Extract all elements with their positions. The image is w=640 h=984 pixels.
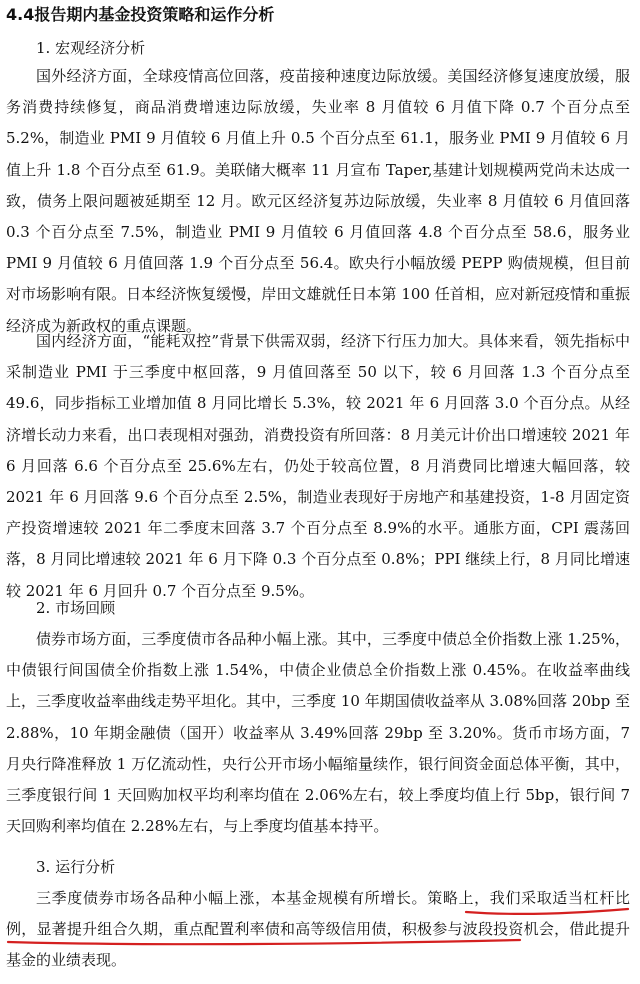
highlighted-strategy-text: 我们采取适当杠杆比例，显著提升组合久期，重点配置利率债和高等级信用债，积极参与波段投资机会	[6, 889, 630, 939]
operation-text-start: 三季度债券市场各品种小幅上涨，本基金规模有所增长。策略上，	[36, 889, 490, 907]
subsection-title-macro: 1. 宏观经济分析	[36, 39, 146, 57]
paragraph-foreign-economy: 国外经济方面，全球疫情高位回落，疫苗接种速度边际放缓。美国经济修复速度放缓，服务消费持续修复，商品消费增速边际放缓，失业率 8 月值较 6 月值下降 0.7 个百分点至 5.2%，制造业 PMI 9 月值较 6 月值上升 0.5 个百分点至 61.1，服务业 PMI 9 月值较 6 月值上升 1.8 个百分点至 61.9。美联储大概率 11 月宣布 Taper,基建计划规模两党尚未达成一致，债务上限问题被延期至 12 月。欧元区经济复苏边际放缓，失业率 8 月值较 6 月值回落 0.3 个百分点至 7.5%，制造业 PMI 9 月值较 6 月值回落 4.8 个百分点至 58.6，服务业 PMI 9 月值较 6 月值回落 1.9 个百分点至 56.4。欧央行小幅放缓 PEPP 购债规模，但目前对市场影响有限。日本经济恢复缓慢，岸田文雄就任日本第 100 任首相，应对新冠疫情和重振经济成为新政权的重点课题。	[6, 67, 630, 335]
subsection-title-market-review: 2. 市场回顾	[36, 599, 116, 617]
paragraph-bond-market: 债券市场方面，三季度债市各品种小幅上涨。其中，三季度中债总全价指数上涨 1.25%，中债银行间国债全价指数上涨 1.54%，中债企业债总全价指数上涨 0.45%。在收益率曲线上，三季度收益率曲线走势平坦化。其中，三季度 10 年期国债收益率从 3.08%回落 20bp 至 2.88%，10 年期金融债（国开）收益率从 3.49%回落 29bp 至 3.20%。货币市场方面，7 月央行降准释放 1 万亿流动性，央行公开市场小幅缩量续作，银行间资金面总体平衡，其中，三季度银行间 1 天回购加权平均利率均值在 2.06%左右，较上季度均值上行 5bp，银行间 7 天回购利率均值在 2.28%左右，与上季度均值基本持平。	[6, 630, 630, 836]
subsection-title-operation: 3. 运行分析	[36, 858, 116, 876]
paragraph-domestic-economy: 国内经济方面，“能耗双控”背景下供需双弱，经济下行压力加大。具体来看，领先指标中采制造业 PMI 于三季度中枢回落，9 月值回落至 50 以下，较 6 月回落 1.3 个百分点至 49.6，同步指标工业增加值 8 月同比增长 5.3%，较 2021 年 6 月回落 3.0 个百分点。从经济增长动力来看，出口表现相对强劲，消费投资有所回落：8 月美元计价出口增速较 2021 年 6 月回落 6.6 个百分点至 25.6%左右，仍处于较高位置，8 月消费同比增速大幅回落，较 2021 年 6 月回落 9.6 个百分点至 2.5%，制造业表现好于房地产和基建投资，1-8 月固定资产投资增速较 2021 年二季度末回落 3.7 个百分点至 8.9%的水平。通胀方面，CPI 震荡回落，8 月同比增速较 2021 年 6 月下降 0.3 个百分点至 0.8%；PPI 继续上行，8 月同比增速较 2021 年 6 月回升 0.7 个百分点至 9.5%。	[6, 332, 630, 600]
operation-text-end: ，借此提升基金的业绩表现。	[6, 920, 630, 970]
section-heading: 4.4报告期内基金投资策略和运作分析	[6, 5, 275, 24]
paragraph-operation-analysis	[6, 883, 630, 977]
